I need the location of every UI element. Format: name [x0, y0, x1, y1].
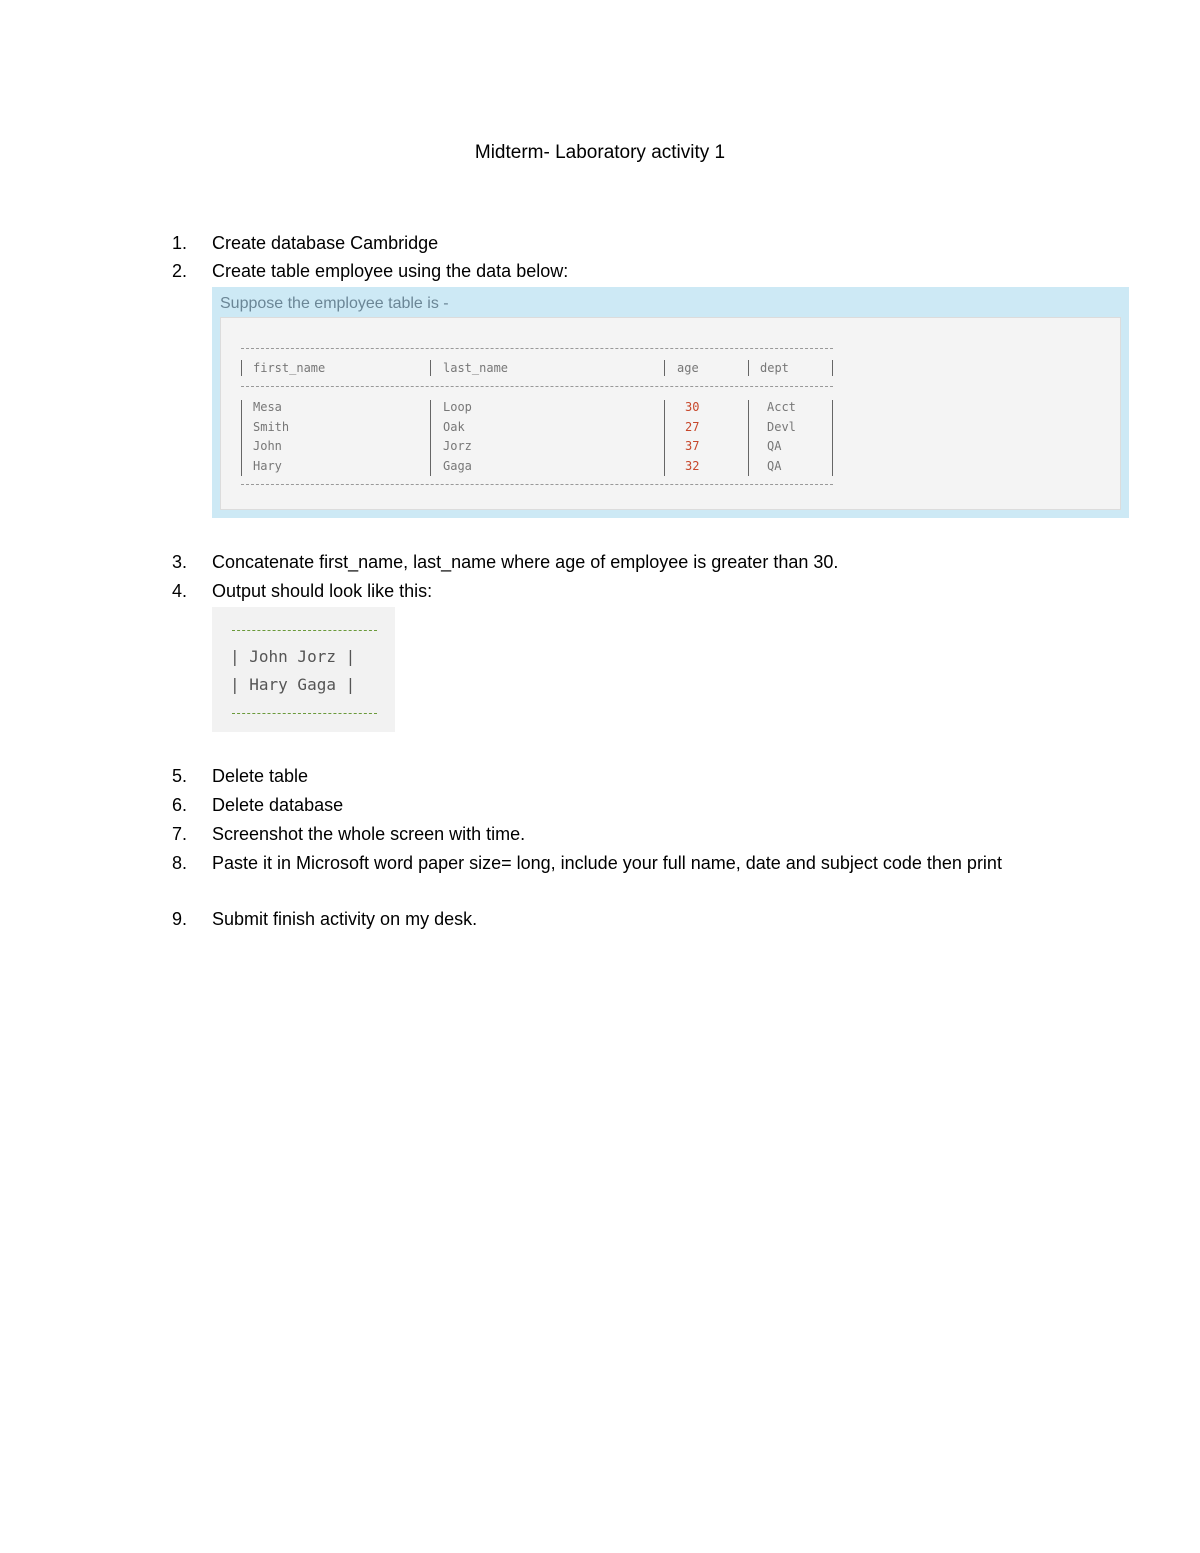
- output-row: | John Jorz |: [230, 647, 356, 666]
- table-cell: Loop: [443, 400, 472, 414]
- item-text: Submit finish activity on my desk.: [212, 909, 478, 929]
- column-header-dept: dept: [760, 361, 789, 375]
- employee-table-panel: [212, 287, 1129, 518]
- column-header-age: age: [677, 361, 699, 375]
- table-bar: [430, 360, 431, 376]
- table-border-bottom: [241, 484, 833, 485]
- table-border-top: [241, 348, 833, 349]
- table-cell: 30: [685, 400, 700, 414]
- table-bar: [832, 400, 833, 476]
- table-cell: Jorz: [443, 439, 472, 453]
- document-title: Midterm- Laboratory activity 1: [474, 142, 726, 163]
- table-cell: Smith: [253, 420, 290, 434]
- instruction-item-8: [172, 849, 1002, 877]
- item-number: 7.: [172, 824, 188, 844]
- table-cell: Mesa: [253, 400, 282, 414]
- table-bar: [748, 400, 749, 476]
- table-bar: [832, 360, 833, 376]
- table-bar: [430, 400, 431, 476]
- item-text: Screenshot the whole screen with time.: [212, 824, 526, 844]
- table-cell: Hary: [253, 459, 282, 473]
- instruction-item-6: [172, 791, 344, 819]
- employee-table-body: [220, 317, 1121, 510]
- expected-output-box: [212, 607, 395, 732]
- item-number: 8.: [172, 853, 188, 873]
- table-cell: Oak: [443, 420, 465, 434]
- table-bar: [241, 360, 242, 376]
- table-cell: Acct: [767, 400, 796, 414]
- column-header-last-name: last_name: [443, 361, 509, 375]
- item-number: 6.: [172, 795, 188, 815]
- instruction-item-1: [172, 229, 439, 257]
- table-border-header: [241, 386, 833, 387]
- table-cell: John: [253, 439, 282, 453]
- item-number: 9.: [172, 909, 188, 929]
- output-row: | Hary Gaga |: [230, 675, 356, 694]
- table-cell: QA: [767, 459, 782, 473]
- item-number: 4.: [172, 581, 188, 601]
- item-number: 2.: [172, 261, 188, 281]
- item-text: Delete database: [212, 795, 344, 815]
- table-bar: [748, 360, 749, 376]
- item-text: Create database Cambridge: [212, 233, 439, 253]
- item-number: 5.: [172, 766, 188, 786]
- item-text: Create table employee using the data below:: [212, 261, 569, 281]
- table-cell: 37: [685, 439, 700, 453]
- table-cell: QA: [767, 439, 782, 453]
- instruction-item-5: [172, 762, 309, 790]
- instruction-item-7: [172, 820, 526, 848]
- table-bar: [664, 360, 665, 376]
- table-bar: [664, 400, 665, 476]
- table-bar: [241, 400, 242, 476]
- output-value: Hary Gaga: [249, 675, 336, 694]
- table-cell: 32: [685, 459, 700, 473]
- item-text: Concatenate first_name, last_name where age of employee is greater than 30.: [212, 552, 839, 572]
- table-cell: 27: [685, 420, 700, 434]
- instruction-item-3: [172, 548, 839, 576]
- panel-heading: Suppose the employee table is -: [220, 295, 449, 312]
- instruction-item-2: [172, 257, 569, 285]
- output-value: John Jorz: [249, 647, 336, 666]
- item-number: 1.: [172, 233, 188, 253]
- instruction-item-4: [172, 577, 433, 605]
- item-number: 3.: [172, 552, 188, 572]
- column-header-first-name: first_name: [253, 361, 326, 375]
- item-text: Paste it in Microsoft word paper size= long, include your full name, date and subject code then print: [212, 853, 1002, 873]
- table-cell: Devl: [767, 420, 796, 434]
- output-border-bottom: [232, 713, 377, 714]
- item-text: Delete table: [212, 766, 309, 786]
- output-border-top: [232, 630, 377, 631]
- table-cell: Gaga: [443, 459, 472, 473]
- instruction-item-9: [172, 905, 478, 933]
- item-text: Output should look like this:: [212, 581, 433, 601]
